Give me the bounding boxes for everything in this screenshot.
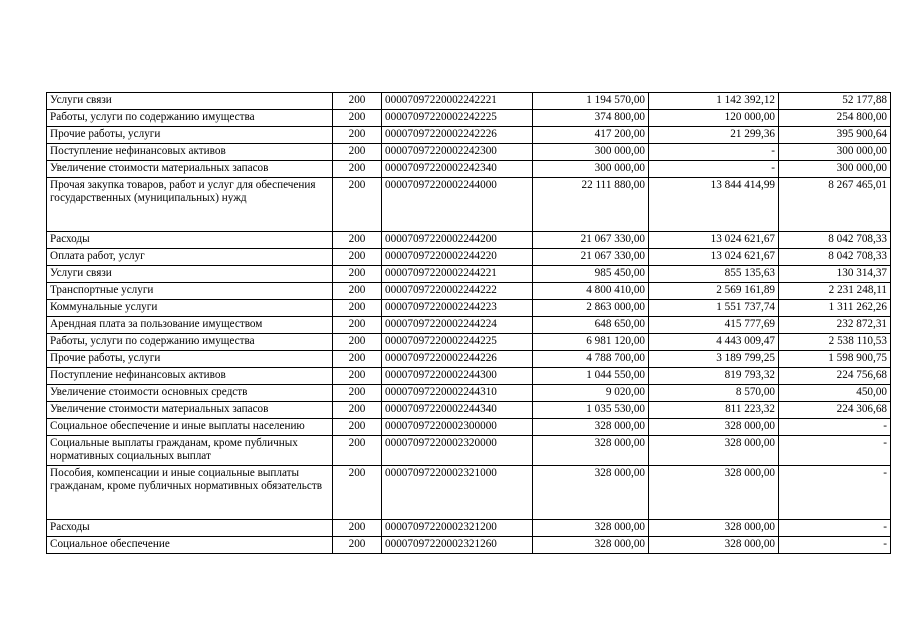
table-row: [47, 127, 891, 144]
row-remaining-cell: 254 800,00: [779, 110, 891, 127]
row-executed-cell: 13 024 621,67: [649, 249, 779, 266]
row-code-cell: 200: [333, 93, 382, 110]
row-name-cell: Работы, услуги по содержанию имущества: [47, 110, 333, 127]
row-approved-cell: 300 000,00: [533, 161, 649, 178]
row-remaining-cell: 300 000,00: [779, 144, 891, 161]
budget-execution-table: [46, 92, 891, 554]
row-approved-cell: 1 035 530,00: [533, 402, 649, 419]
table-row: [47, 334, 891, 351]
row-remaining-cell: -: [779, 520, 891, 537]
row-code-cell: 200: [333, 385, 382, 402]
table-row: [47, 266, 891, 283]
row-remaining-cell: -: [779, 537, 891, 554]
row-executed-cell: 811 223,32: [649, 402, 779, 419]
table-row: [47, 520, 891, 537]
row-kbk-cell: 00007097220002242300: [382, 144, 533, 161]
row-name-cell: Расходы: [47, 520, 333, 537]
row-code-cell: 200: [333, 127, 382, 144]
row-code-cell: 200: [333, 402, 382, 419]
row-approved-cell: 4 788 700,00: [533, 351, 649, 368]
row-remaining-cell: 224 306,68: [779, 402, 891, 419]
row-executed-cell: 1 142 392,12: [649, 93, 779, 110]
row-name-cell: Социальные выплаты гражданам, кроме публичных нормативных социальных выплат: [47, 436, 333, 466]
row-kbk-cell: 00007097220002244310: [382, 385, 533, 402]
row-executed-cell: 855 135,63: [649, 266, 779, 283]
row-kbk-cell: 00007097220002321260: [382, 537, 533, 554]
row-remaining-cell: -: [779, 419, 891, 436]
table-row: [47, 351, 891, 368]
row-code-cell: 200: [333, 466, 382, 520]
row-name-cell: Увеличение стоимости основных средств: [47, 385, 333, 402]
row-executed-cell: 8 570,00: [649, 385, 779, 402]
row-code-cell: 200: [333, 144, 382, 161]
row-approved-cell: 22 111 880,00: [533, 178, 649, 232]
row-code-cell: 200: [333, 520, 382, 537]
row-name-cell: Расходы: [47, 232, 333, 249]
row-kbk-cell: 00007097220002244300: [382, 368, 533, 385]
row-kbk-cell: 00007097220002321200: [382, 520, 533, 537]
row-approved-cell: 648 650,00: [533, 317, 649, 334]
row-approved-cell: 985 450,00: [533, 266, 649, 283]
row-executed-cell: 21 299,36: [649, 127, 779, 144]
row-kbk-cell: 00007097220002244200: [382, 232, 533, 249]
row-kbk-cell: 00007097220002244223: [382, 300, 533, 317]
row-executed-cell: 819 793,32: [649, 368, 779, 385]
row-name-cell: Поступление нефинансовых активов: [47, 368, 333, 385]
row-kbk-cell: 00007097220002300000: [382, 419, 533, 436]
row-approved-cell: 21 067 330,00: [533, 249, 649, 266]
row-code-cell: 200: [333, 283, 382, 300]
row-approved-cell: 417 200,00: [533, 127, 649, 144]
row-kbk-cell: 00007097220002244340: [382, 402, 533, 419]
row-kbk-cell: 00007097220002244224: [382, 317, 533, 334]
row-code-cell: 200: [333, 161, 382, 178]
row-approved-cell: 374 800,00: [533, 110, 649, 127]
row-remaining-cell: 232 872,31: [779, 317, 891, 334]
row-name-cell: Услуги связи: [47, 93, 333, 110]
row-executed-cell: 1 551 737,74: [649, 300, 779, 317]
row-name-cell: Коммунальные услуги: [47, 300, 333, 317]
row-executed-cell: 120 000,00: [649, 110, 779, 127]
row-code-cell: 200: [333, 249, 382, 266]
row-kbk-cell: 00007097220002242221: [382, 93, 533, 110]
row-approved-cell: 1 194 570,00: [533, 93, 649, 110]
table-row: [47, 93, 891, 110]
row-remaining-cell: 2 538 110,53: [779, 334, 891, 351]
row-executed-cell: -: [649, 161, 779, 178]
row-code-cell: 200: [333, 317, 382, 334]
row-kbk-cell: 00007097220002244222: [382, 283, 533, 300]
row-kbk-cell: 00007097220002242226: [382, 127, 533, 144]
row-name-cell: Прочие работы, услуги: [47, 127, 333, 144]
row-remaining-cell: 8 042 708,33: [779, 232, 891, 249]
row-name-cell: Увеличение стоимости материальных запасов: [47, 402, 333, 419]
row-remaining-cell: 2 231 248,11: [779, 283, 891, 300]
row-kbk-cell: 00007097220002242340: [382, 161, 533, 178]
table-row: [47, 178, 891, 232]
table-row: [47, 249, 891, 266]
table-row: [47, 368, 891, 385]
table-row: [47, 385, 891, 402]
row-approved-cell: 328 000,00: [533, 466, 649, 520]
table-row: [47, 144, 891, 161]
row-name-cell: Работы, услуги по содержанию имущества: [47, 334, 333, 351]
row-approved-cell: 4 800 410,00: [533, 283, 649, 300]
row-executed-cell: 4 443 009,47: [649, 334, 779, 351]
row-name-cell: Поступление нефинансовых активов: [47, 144, 333, 161]
table-row: [47, 466, 891, 520]
row-remaining-cell: -: [779, 436, 891, 466]
row-kbk-cell: 00007097220002321000: [382, 466, 533, 520]
row-name-cell: Социальное обеспечение: [47, 537, 333, 554]
row-approved-cell: 6 981 120,00: [533, 334, 649, 351]
row-approved-cell: 328 000,00: [533, 520, 649, 537]
row-executed-cell: 2 569 161,89: [649, 283, 779, 300]
row-executed-cell: 328 000,00: [649, 436, 779, 466]
table-row: [47, 232, 891, 249]
row-approved-cell: 328 000,00: [533, 436, 649, 466]
row-code-cell: 200: [333, 232, 382, 249]
row-code-cell: 200: [333, 351, 382, 368]
row-name-cell: Социальное обеспечение и иные выплаты населению: [47, 419, 333, 436]
row-executed-cell: 328 000,00: [649, 520, 779, 537]
row-name-cell: Прочая закупка товаров, работ и услуг для обеспечения государственных (муниципальных) нужд: [47, 178, 333, 232]
row-name-cell: Арендная плата за пользование имуществом: [47, 317, 333, 334]
table-row: [47, 110, 891, 127]
row-remaining-cell: 1 598 900,75: [779, 351, 891, 368]
table-body: [47, 93, 891, 554]
table-row: [47, 161, 891, 178]
row-name-cell: Прочие работы, услуги: [47, 351, 333, 368]
row-approved-cell: 328 000,00: [533, 419, 649, 436]
row-executed-cell: -: [649, 144, 779, 161]
table-row: [47, 436, 891, 466]
row-code-cell: 200: [333, 436, 382, 466]
row-kbk-cell: 00007097220002320000: [382, 436, 533, 466]
row-executed-cell: 415 777,69: [649, 317, 779, 334]
row-executed-cell: 3 189 799,25: [649, 351, 779, 368]
row-approved-cell: 1 044 550,00: [533, 368, 649, 385]
row-approved-cell: 300 000,00: [533, 144, 649, 161]
row-name-cell: Оплата работ, услуг: [47, 249, 333, 266]
row-code-cell: 200: [333, 178, 382, 232]
row-code-cell: 200: [333, 110, 382, 127]
row-name-cell: Транспортные услуги: [47, 283, 333, 300]
row-executed-cell: 13 844 414,99: [649, 178, 779, 232]
row-kbk-cell: 00007097220002244226: [382, 351, 533, 368]
table-row: [47, 402, 891, 419]
row-remaining-cell: 224 756,68: [779, 368, 891, 385]
row-remaining-cell: 8 267 465,01: [779, 178, 891, 232]
row-executed-cell: 328 000,00: [649, 537, 779, 554]
table-row: [47, 419, 891, 436]
row-code-cell: 200: [333, 368, 382, 385]
row-remaining-cell: 395 900,64: [779, 127, 891, 144]
row-name-cell: Пособия, компенсации и иные социальные выплаты гражданам, кроме публичных нормативных обязательств: [47, 466, 333, 520]
row-approved-cell: 21 067 330,00: [533, 232, 649, 249]
row-remaining-cell: -: [779, 466, 891, 520]
row-code-cell: 200: [333, 419, 382, 436]
row-executed-cell: 13 024 621,67: [649, 232, 779, 249]
row-remaining-cell: 130 314,37: [779, 266, 891, 283]
row-kbk-cell: 00007097220002244000: [382, 178, 533, 232]
row-kbk-cell: 00007097220002244220: [382, 249, 533, 266]
table-row: [47, 317, 891, 334]
row-approved-cell: 9 020,00: [533, 385, 649, 402]
row-executed-cell: 328 000,00: [649, 419, 779, 436]
row-name-cell: Услуги связи: [47, 266, 333, 283]
table-row: [47, 300, 891, 317]
row-remaining-cell: 300 000,00: [779, 161, 891, 178]
row-approved-cell: 328 000,00: [533, 537, 649, 554]
row-kbk-cell: 00007097220002244221: [382, 266, 533, 283]
row-code-cell: 200: [333, 537, 382, 554]
row-remaining-cell: 450,00: [779, 385, 891, 402]
row-kbk-cell: 00007097220002244225: [382, 334, 533, 351]
row-code-cell: 200: [333, 300, 382, 317]
table-row: [47, 537, 891, 554]
row-approved-cell: 2 863 000,00: [533, 300, 649, 317]
row-kbk-cell: 00007097220002242225: [382, 110, 533, 127]
row-executed-cell: 328 000,00: [649, 466, 779, 520]
row-code-cell: 200: [333, 334, 382, 351]
row-name-cell: Увеличение стоимости материальных запасов: [47, 161, 333, 178]
row-remaining-cell: 52 177,88: [779, 93, 891, 110]
row-remaining-cell: 1 311 262,26: [779, 300, 891, 317]
table-row: [47, 283, 891, 300]
row-code-cell: 200: [333, 266, 382, 283]
row-remaining-cell: 8 042 708,33: [779, 249, 891, 266]
